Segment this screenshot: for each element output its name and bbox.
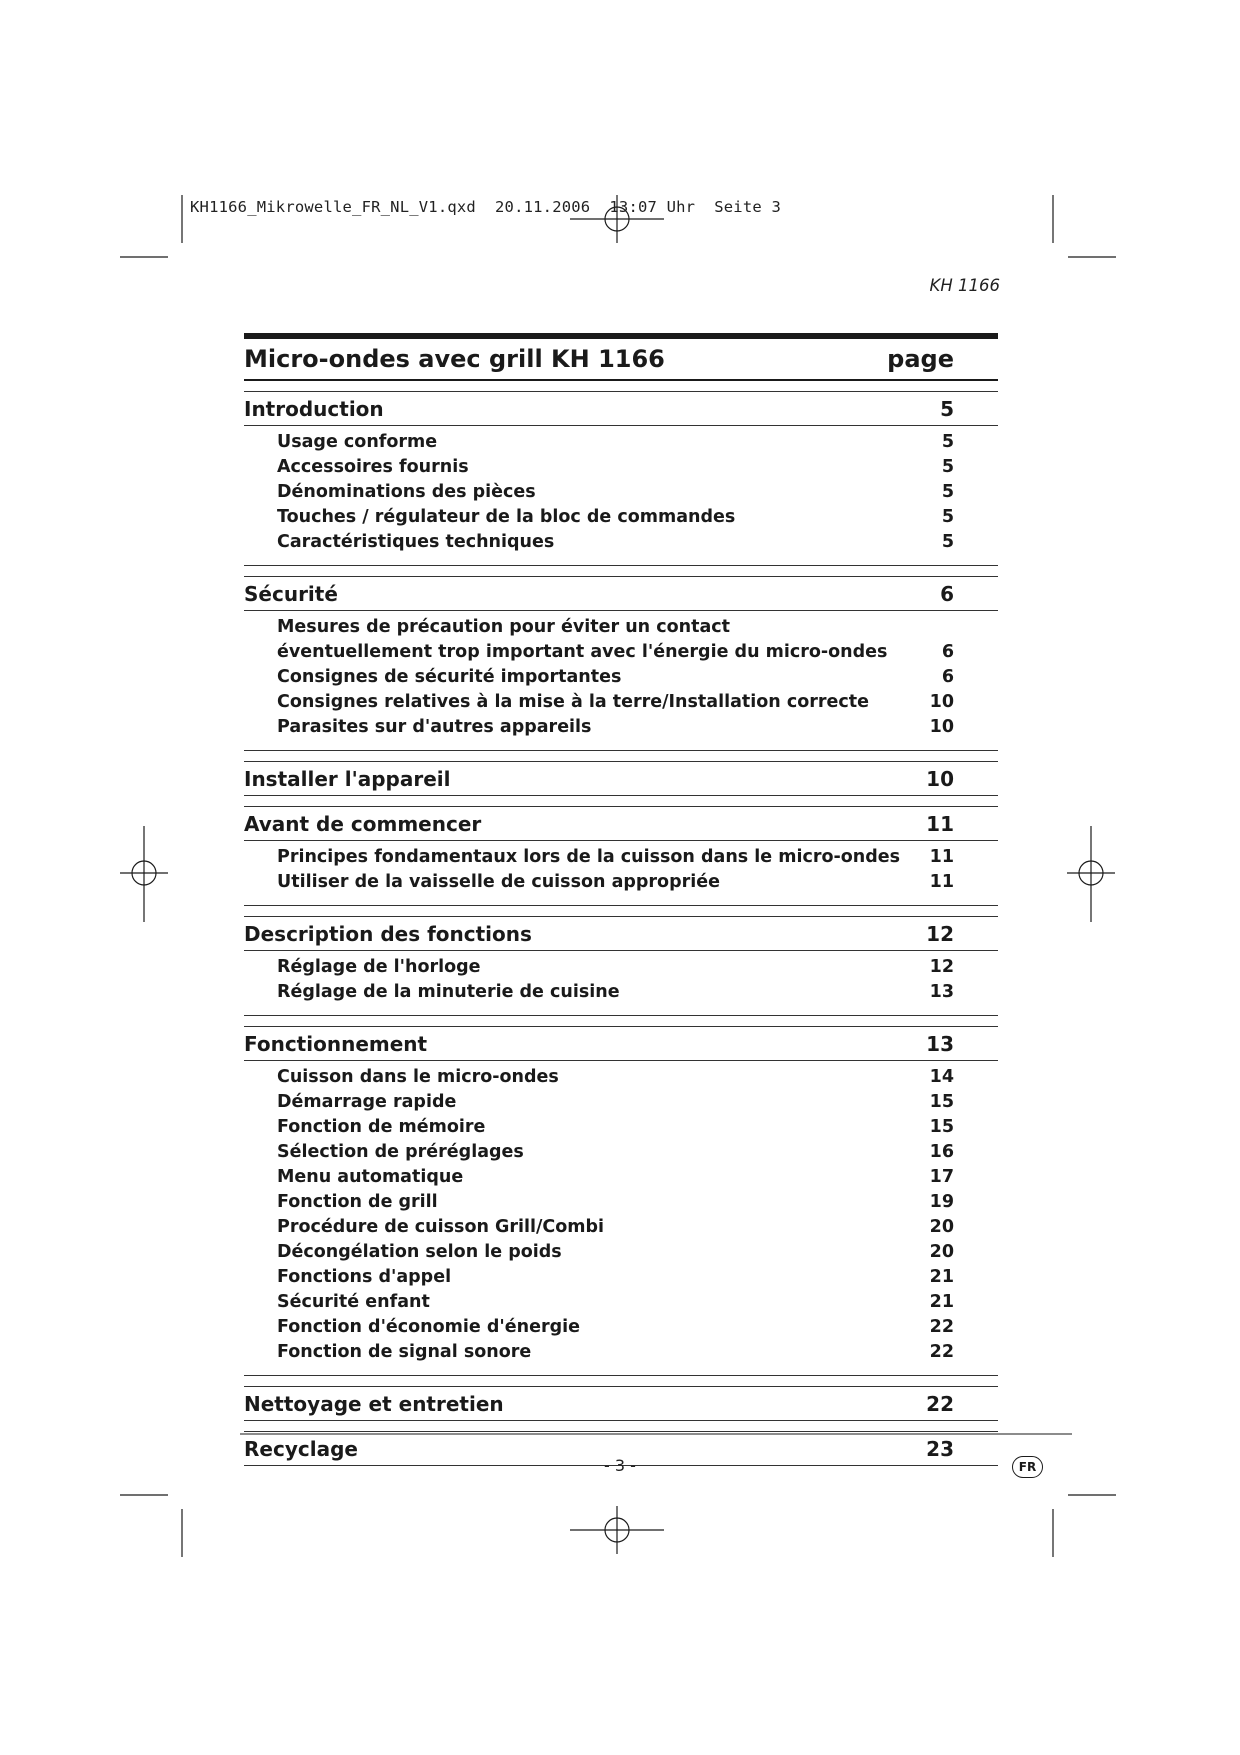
toc-entry-page: 22 [929,1341,954,1362]
toc-entry-page: 16 [929,1141,954,1162]
toc-section-heading[interactable] [244,916,998,951]
toc-entry-page: 15 [929,1091,954,1112]
toc-section-heading[interactable] [244,576,998,611]
toc-entry[interactable] [244,1139,998,1164]
toc-entry-page: 10 [929,716,954,737]
toc-entry[interactable] [244,1314,998,1339]
toc-entry-page: 12 [929,956,954,977]
toc-entry-label: Décongélation selon le poids [277,1241,562,1262]
toc-entry[interactable] [244,454,998,479]
toc-section-title: Recyclage [244,1436,358,1461]
toc-entry-label: Réglage de la minuterie de cuisine [277,981,620,1002]
toc-section [244,1386,998,1421]
table-of-contents [244,333,998,1466]
toc-entry-label: Réglage de l'horloge [277,956,481,977]
toc-section-page: 22 [926,1391,954,1416]
toc-entry-label: Cuisson dans le micro-ondes [277,1066,559,1087]
toc-entry-label: Principes fondamentaux lors de la cuisson dans le micro-ondes [277,846,901,867]
toc-section-title: Installer l'appareil [244,766,451,791]
toc-entry[interactable] [244,529,998,554]
toc-header [244,333,998,381]
toc-entry-list [244,841,998,906]
toc-entry-label: Fonction de signal sonore [277,1341,532,1362]
toc-entry-label: Fonction d'économie d'énergie [277,1316,580,1337]
toc-entry-page: 21 [929,1266,954,1287]
toc-entry[interactable] [244,429,998,454]
print-slug-line: KH1166_Mikrowelle_FR_NL_V1.qxd 20.11.2006 13:07 Uhr Seite 3 [190,198,781,216]
toc-entry-page: 11 [929,871,954,892]
toc-entry-label: éventuellement trop important avec l'énergie du micro-ondes [277,641,888,662]
toc-entry-label: Procédure de cuisson Grill/Combi [277,1216,605,1237]
toc-entry-page: 5 [941,506,954,527]
toc-title: Micro-ondes avec grill KH 1166 [244,345,665,373]
toc-entry-page: 20 [929,1216,954,1237]
toc-section [244,576,998,751]
toc-entry[interactable] [244,1339,998,1364]
toc-section-title: Fonctionnement [244,1031,428,1056]
toc-section-page: 11 [926,811,954,836]
toc-section-heading[interactable] [244,391,998,426]
toc-entry-label: Consignes de sécurité importantes [277,666,622,687]
toc-entry-label: Utiliser de la vaisselle de cuisson appropriée [277,871,720,892]
toc-entry[interactable] [244,689,998,714]
toc-entry-label: Fonction de mémoire [277,1116,486,1137]
toc-entry-label: Menu automatique [277,1166,464,1187]
registration-target-bottom [570,1506,664,1554]
toc-entry-page: 19 [929,1191,954,1212]
language-badge: FR [1012,1456,1043,1478]
toc-entry-page: 5 [941,481,954,502]
toc-entry-page: 10 [929,691,954,712]
toc-section-page: 6 [940,581,954,606]
toc-section-title: Avant de commencer [244,811,482,836]
toc-section-page: 23 [926,1436,954,1461]
toc-entry[interactable] [244,1089,998,1114]
toc-entry-list [244,1061,998,1376]
toc-entry[interactable] [244,869,998,894]
toc-entry-label: Sécurité enfant [277,1291,430,1312]
toc-entry[interactable] [244,1264,998,1289]
toc-entry[interactable] [244,664,998,689]
toc-section [244,391,998,566]
toc-entry[interactable] [244,979,998,1004]
toc-section-title: Nettoyage et entretien [244,1391,504,1416]
toc-entry[interactable] [244,1164,998,1189]
toc-section [244,916,998,1016]
toc-entry-page: 13 [929,981,954,1002]
toc-section-title: Sécurité [244,581,338,606]
toc-entry-label: Démarrage rapide [277,1091,457,1112]
toc-entry[interactable] [244,1064,998,1089]
toc-entry[interactable] [244,1189,998,1214]
toc-entry-page: 11 [929,846,954,867]
toc-entry-label: Dénominations des pièces [277,481,536,502]
toc-entry-label: Sélection de préréglages [277,1141,524,1162]
registration-target-right [1067,826,1115,922]
page-number: - 3 - [604,1456,636,1475]
toc-entry-label: Mesures de précaution pour éviter un contact [277,616,731,637]
toc-entry[interactable] [244,479,998,504]
toc-entry-label: Touches / régulateur de la bloc de commandes [277,506,736,527]
toc-section-page: 10 [926,766,954,791]
toc-entry-label: Fonctions d'appel [277,1266,452,1287]
toc-entry-page: 5 [941,456,954,477]
toc-entry[interactable] [244,504,998,529]
toc-section [244,806,998,906]
toc-entry-label: Parasites sur d'autres appareils [277,716,592,737]
toc-entry[interactable] [244,614,998,639]
toc-entry[interactable] [244,1289,998,1314]
toc-entry[interactable] [244,844,998,869]
toc-section [244,1026,998,1376]
toc-entry-page: 17 [929,1166,954,1187]
toc-page-label: page [887,345,954,373]
toc-entry[interactable] [244,639,998,664]
toc-sections [244,391,998,1466]
toc-entry[interactable] [244,954,998,979]
toc-entry-list [244,426,998,566]
toc-entry-page: 21 [929,1291,954,1312]
toc-entry-page: 22 [929,1316,954,1337]
model-tag: KH 1166 [929,276,1000,295]
toc-section-title: Introduction [244,396,384,421]
toc-entry-label: Consignes relatives à la mise à la terre/Installation correcte [277,691,869,712]
toc-entry-page: 14 [929,1066,954,1087]
toc-section-heading[interactable] [244,761,998,796]
toc-section-page: 12 [926,921,954,946]
toc-entry-page: 5 [941,431,954,452]
registration-target-left [120,826,168,922]
toc-entry-list [244,951,998,1016]
toc-entry-label: Usage conforme [277,431,438,452]
toc-section-title: Description des fonctions [244,921,532,946]
toc-entry-label: Fonction de grill [277,1191,438,1212]
toc-entry[interactable] [244,714,998,739]
toc-entry-page: 20 [929,1241,954,1262]
toc-section-heading[interactable] [244,1386,998,1421]
toc-section [244,761,998,796]
toc-section-heading[interactable] [244,806,998,841]
toc-entry-list [244,611,998,751]
toc-entry[interactable] [244,1214,998,1239]
toc-entry-label: Accessoires fournis [277,456,469,477]
toc-entry-label: Caractéristiques techniques [277,531,555,552]
toc-entry-page: 6 [941,666,954,687]
toc-entry-page: 6 [941,641,954,662]
toc-entry-page: 15 [929,1116,954,1137]
toc-entry-page: 5 [941,531,954,552]
toc-entry[interactable] [244,1114,998,1139]
toc-section-page: 5 [940,396,954,421]
toc-entry[interactable] [244,1239,998,1264]
toc-section-page: 13 [926,1031,954,1056]
toc-section-heading[interactable] [244,1026,998,1061]
